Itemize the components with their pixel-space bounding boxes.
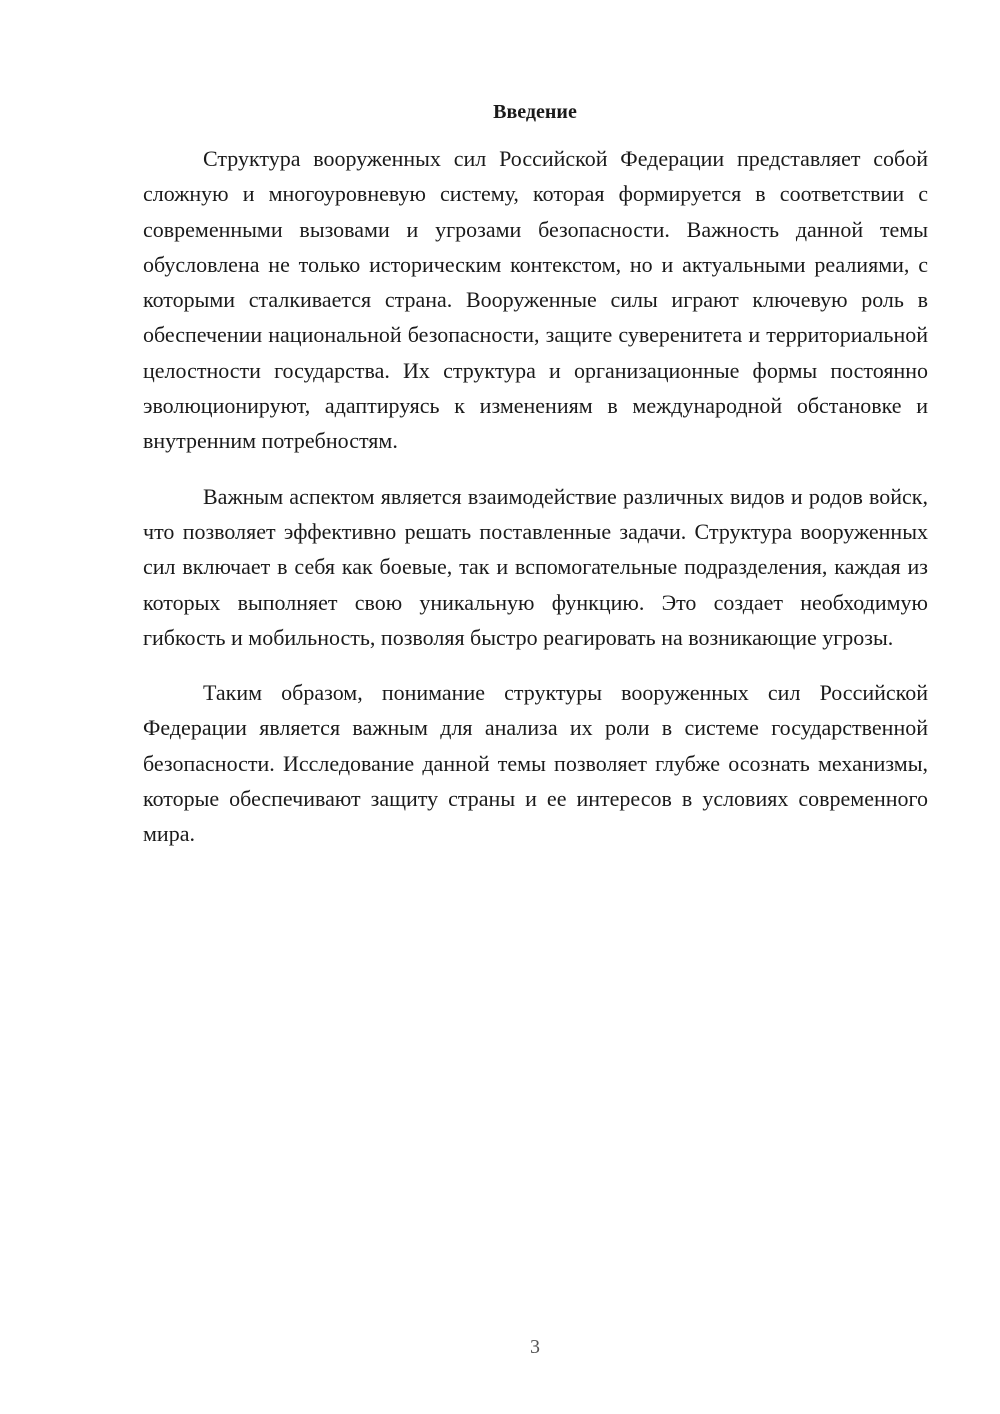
paragraph-interaction: Важным аспектом является взаимодействие различных видов и родов войск, что позволяет эффективно решать поставленные задачи. Структура вооруженных сил включает в себя как боевые, так и вспомогательные подразделения, каждая из которых выполняет свою уникальную функцию. Это создает необходимую гибкость и мобильность, позволяя быстро реагировать на возникающие угрозы. [143,483,928,650]
section-heading: Введение [493,101,577,123]
paragraph-conclusion: Таким образом, понимание структуры вооруженных сил Российской Федерации является важным для анализа их роли в системе государственной безопасности. Исследование данной темы позволяет глубже осознать механизмы, которые обеспечивают защиту страны и ее интересов в условиях современного мира. [143,680,928,847]
paragraph-intro: Структура вооруженных сил Российской Федерации представляет собой сложную и многоуровневую систему, которая формируется в соответствии с современными вызовами и угрозами безопасности. Важность данной темы обусловлена не только историческим контекстом, но и актуальными реалиями, с которыми сталкивается страна. Вооруженные силы играют ключевую роль в обеспечении национальной безопасности, защите суверенитета и территориальной целостности государства. Их структура и организационные формы постоянно эволюционируют, адаптируясь к изменениям в международной обстановке и внутренним потребностям. [143,146,928,454]
page-number: 3 [530,1336,540,1358]
body-text [143,141,928,872]
